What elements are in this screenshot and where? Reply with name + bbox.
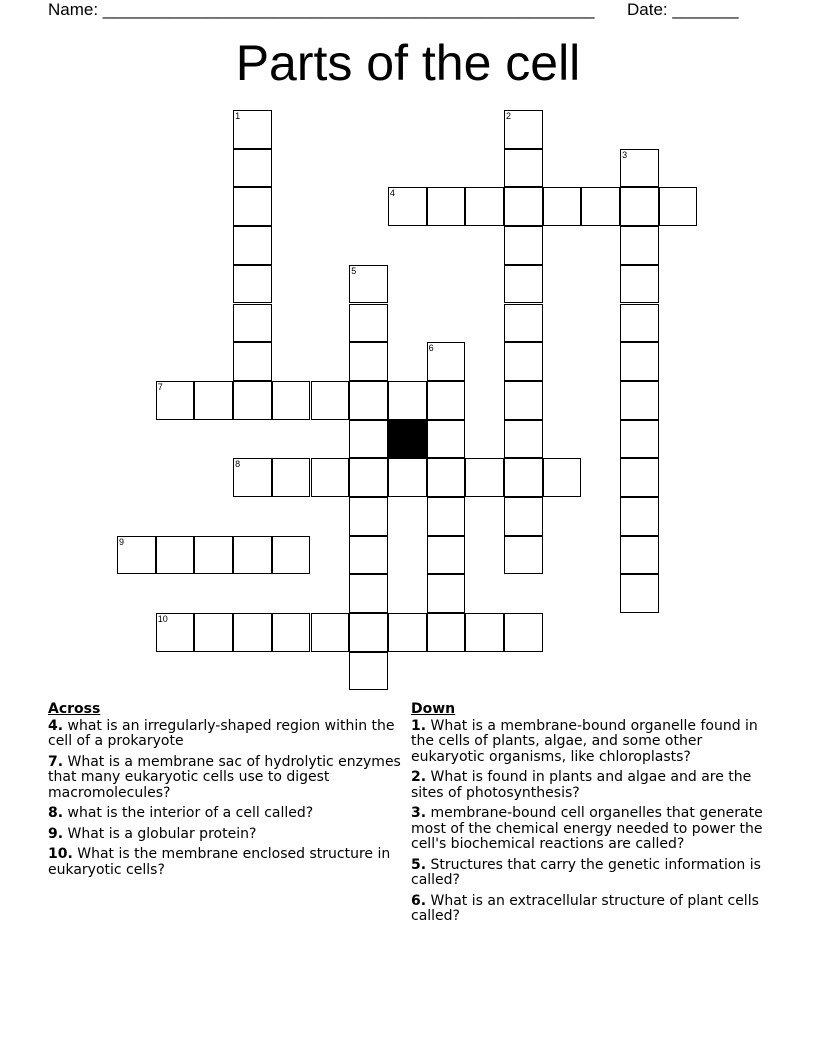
grid-cell[interactable] — [349, 536, 388, 575]
grid-cell[interactable] — [349, 265, 388, 304]
grid-cell[interactable] — [233, 342, 272, 381]
clue-text: Structures that carry the genetic information is called? — [411, 856, 761, 888]
clue-number: 3 — [622, 149, 628, 160]
grid-cell[interactable] — [233, 226, 272, 265]
clue-number: 1 — [235, 111, 241, 121]
grid-cell[interactable] — [543, 458, 582, 497]
black-cell — [388, 420, 427, 459]
grid-cell[interactable] — [427, 420, 466, 459]
across-clue — [48, 827, 408, 843]
grid-cell[interactable] — [233, 110, 272, 149]
grid-cell[interactable] — [233, 536, 272, 575]
clue-text: What is a membrane-bound organelle found in the cells of plants, algae, and some other eukaryotic organisms, like chloroplasts? — [411, 717, 758, 765]
grid-cell[interactable] — [620, 420, 659, 459]
grid-cell[interactable] — [194, 381, 233, 420]
grid-cell[interactable] — [620, 574, 659, 613]
clue-number: 4. — [48, 717, 64, 734]
clue-number: 2 — [506, 111, 512, 121]
grid-cell[interactable] — [388, 381, 427, 420]
grid-cell[interactable] — [349, 381, 388, 420]
grid-cell[interactable] — [465, 458, 504, 497]
grid-cell[interactable] — [620, 265, 659, 304]
grid-cell[interactable] — [504, 381, 543, 420]
clue-number: 8. — [48, 805, 64, 821]
grid-cell[interactable] — [272, 381, 311, 420]
across-heading: Across — [48, 701, 101, 717]
clue-number: 1. — [411, 717, 427, 734]
grid-cell[interactable] — [504, 110, 543, 149]
grid-cell[interactable] — [504, 187, 543, 226]
grid-cell[interactable] — [427, 381, 466, 420]
grid-cell[interactable] — [620, 497, 659, 536]
down-clue — [411, 770, 771, 801]
clue-number: 8 — [235, 459, 241, 470]
grid-cell[interactable] — [504, 458, 543, 497]
clue-number: 6. — [411, 892, 427, 909]
grid-cell[interactable] — [427, 342, 466, 381]
down-clue — [411, 806, 771, 853]
clue-text: What is the membrane enclosed structure in eukaryotic cells? — [48, 846, 391, 878]
grid-cell[interactable] — [272, 536, 311, 575]
grid-cell[interactable] — [504, 226, 543, 265]
grid-cell[interactable] — [349, 420, 388, 459]
grid-cell[interactable] — [620, 458, 659, 497]
grid-cell[interactable] — [620, 304, 659, 343]
grid-cell[interactable] — [233, 265, 272, 304]
clue-number: 7 — [157, 381, 163, 392]
grid-cell[interactable] — [581, 187, 620, 226]
grid-cell[interactable] — [504, 265, 543, 304]
grid-cell[interactable] — [504, 342, 543, 381]
grid-cell[interactable] — [504, 149, 543, 188]
down-clue — [411, 719, 771, 766]
grid-cell[interactable] — [311, 458, 350, 497]
grid-cell[interactable] — [427, 613, 466, 652]
down-clues — [411, 702, 771, 930]
clue-text: What is an extracellular structure of plant cells called? — [411, 892, 759, 924]
grid-cell[interactable] — [233, 381, 272, 420]
grid-cell[interactable] — [388, 613, 427, 652]
grid-cell[interactable] — [349, 304, 388, 343]
grid-cell[interactable] — [233, 304, 272, 343]
clue-text: what is the interior of a cell called? — [63, 805, 314, 821]
across-clue — [48, 719, 408, 750]
grid-cell[interactable] — [427, 458, 466, 497]
clue-number: 10. — [48, 846, 73, 862]
clue-text: What is a globular protein? — [63, 825, 257, 842]
grid-cell[interactable] — [427, 497, 466, 536]
grid-cell[interactable] — [465, 613, 504, 652]
name-field[interactable]: Name: ____________________________________________________ — [48, 0, 595, 19]
grid-cell[interactable] — [156, 536, 195, 575]
grid-cell[interactable] — [156, 613, 195, 652]
across-clue — [48, 847, 408, 878]
across-clues — [48, 702, 408, 883]
across-clue — [48, 755, 408, 802]
clue-number: 5 — [351, 265, 357, 276]
grid-cell[interactable] — [620, 536, 659, 575]
grid-cell[interactable] — [233, 458, 272, 497]
clue-number: 4 — [389, 188, 395, 199]
clue-number: 2. — [411, 769, 427, 785]
grid-cell[interactable] — [504, 497, 543, 536]
grid-cell[interactable] — [504, 536, 543, 575]
clue-number: 3. — [411, 805, 427, 821]
clue-text: What is found in plants and algae and are the sites of photosynthesis? — [411, 769, 752, 801]
page-title: Parts of the cell — [235, 35, 581, 91]
grid-cell[interactable] — [427, 574, 466, 613]
down-heading: Down — [411, 701, 456, 717]
date-field[interactable]: Date: _______ — [627, 0, 739, 19]
clue-text: What is a membrane sac of hydrolytic enzymes that many eukaryotic cells use to digest macromolecules? — [48, 753, 401, 801]
across-clue — [48, 806, 408, 822]
grid-cell[interactable] — [272, 458, 311, 497]
grid-cell[interactable] — [194, 613, 233, 652]
grid-cell[interactable] — [620, 342, 659, 381]
clue-number: 10 — [157, 614, 168, 625]
clue-number: 6 — [428, 343, 434, 354]
grid-cell[interactable] — [349, 613, 388, 652]
grid-cell[interactable] — [504, 613, 543, 652]
clue-number: 9. — [48, 825, 64, 842]
grid-cell[interactable] — [620, 381, 659, 420]
grid-cell[interactable] — [388, 187, 427, 226]
grid-cell[interactable] — [504, 304, 543, 343]
grid-cell[interactable] — [543, 187, 582, 226]
grid-cell[interactable] — [620, 149, 659, 188]
grid-cell[interactable] — [659, 187, 698, 226]
grid-cell[interactable] — [427, 187, 466, 226]
grid-cell[interactable] — [427, 536, 466, 575]
clue-number: 9 — [119, 536, 125, 547]
grid-cell[interactable] — [349, 342, 388, 381]
clue-text: membrane-bound cell organelles that generate most of the chemical energy needed to power the cell's biochemical reactions are called? — [411, 805, 763, 852]
grid-cell[interactable] — [349, 497, 388, 536]
grid-cell[interactable] — [349, 574, 388, 613]
down-clue — [411, 894, 771, 925]
clue-number: 5. — [411, 856, 427, 873]
grid-cell[interactable] — [465, 187, 504, 226]
clue-text: what is an irregularly-shaped region within the cell of a prokaryote — [48, 717, 395, 749]
grid-cell[interactable] — [233, 613, 272, 652]
grid-cell[interactable] — [311, 613, 350, 652]
clue-number: 7. — [48, 753, 64, 770]
grid-cell[interactable] — [620, 187, 659, 226]
grid-cell[interactable] — [194, 536, 233, 575]
grid-cell[interactable] — [233, 149, 272, 188]
grid-cell[interactable] — [349, 458, 388, 497]
grid-cell[interactable] — [117, 536, 156, 575]
down-clue — [411, 858, 771, 889]
grid-cell[interactable] — [272, 613, 311, 652]
grid-cell[interactable] — [349, 652, 388, 691]
grid-cell[interactable] — [620, 226, 659, 265]
grid-cell[interactable] — [504, 420, 543, 459]
grid-cell[interactable] — [311, 381, 350, 420]
grid-cell[interactable] — [156, 381, 195, 420]
grid-cell[interactable] — [388, 458, 427, 497]
grid-cell[interactable] — [233, 187, 272, 226]
